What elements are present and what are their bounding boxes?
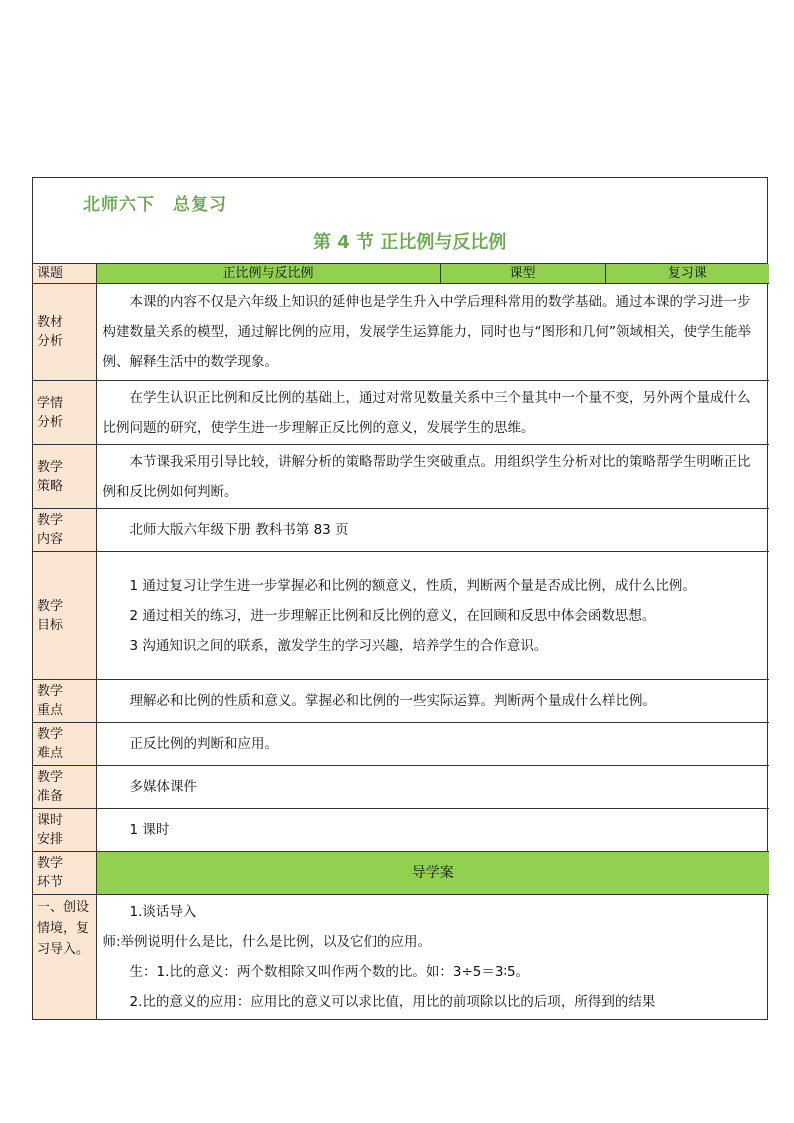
row-content: 理解必和比例的性质和意义。掌握必和比例的一些实际运算。判断两个量成什么样比例。 [96,680,769,723]
row-section-header [33,852,769,895]
objective-3: 3 沟通知识之间的联系，激发学生的学习兴趣，培养学生的合作意识。 [129,637,548,654]
document-header [33,178,767,264]
row-content: 1 课时 [96,809,769,852]
row-label: 学情 分析 [33,381,96,445]
objective-1: 1 通过复习让学生进一步掌握必和比例的额意义，性质，判断两个量是否成比例，成什么比例。 [129,577,696,594]
intro-line-4: 2.比的意义的应用：应用比的意义可以求比值，用比的前项除以比的后项，所得到的结果 [129,994,656,1010]
topic-value: 正比例与反比例 [96,264,440,284]
lesson-plan-document [32,177,768,1020]
topic-label: 课题 [33,264,96,284]
series-sub: 总复习 [173,195,227,215]
row-content: 本课的内容不仅是六年级上知识的延伸也是学生升入中学后理科常用的数学基础。通过本课的学习进一步构建数量关系的模型，通过解比例的应用，发展学生运算能力，同时也与“图形和几何”领域相关，使学生能举例、解释生活中的数学现象。 [96,284,769,381]
row-label: 教学 策略 [33,445,96,509]
row-label: 教学 环节 [33,852,96,895]
type-value: 复习课 [605,264,769,284]
row-content [96,895,769,1020]
row-objectives [33,552,769,680]
row-student-analysis [33,381,769,445]
row-label: 教学 目标 [33,552,96,680]
lesson-table [33,264,769,1019]
row-preparation [33,766,769,809]
row-label: 课时 安排 [33,809,96,852]
intro-line-2: 师:举例说明什么是比，什么是比例，以及它们的应用。 [102,934,432,950]
row-difficulties [33,723,769,766]
row-content: 在学生认识正比例和反比例的基础上，通过对常见数量关系中三个量其中一个量不变，另外两个量成什么比例问题的研究，使学生进一步理解正反比例的意义，发展学生的思维。 [96,381,769,445]
intro-line-1: 1.谈话导入 [129,904,197,920]
row-content: 多媒体课件 [96,766,769,809]
row-schedule [33,809,769,852]
row-content: 本节课我采用引导比较，讲解分析的策略帮助学生突破重点。用组织学生分析对比的策略帮学生明晰正比例和反比例如何判断。 [96,445,769,509]
row-label: 教学 难点 [33,723,96,766]
row-label: 教学 准备 [33,766,96,809]
row-label: 教学 重点 [33,680,96,723]
series-title [83,190,227,215]
type-label: 课型 [440,264,605,284]
section-title: 导学案 [96,852,769,895]
row-strategy [33,445,769,509]
intro-line-3: 生：1.比的意义：两个数相除又叫作两个数的比。如：3÷5＝3∶5。 [129,964,530,980]
row-material-analysis [33,284,769,381]
info-row [33,264,769,284]
row-intro [33,895,769,1020]
lesson-title: 第 4 节 正比例与反比例 [313,232,507,253]
series-name: 北师六下 [83,195,155,215]
row-label: 教材 分析 [33,284,96,381]
objective-2: 2 通过相关的练习，进一步理解正比例和反比例的意义，在回顾和反思中体会函数思想。 [129,607,656,624]
row-content [96,552,769,680]
row-label: 一、创设情境，复习导入。 [33,895,96,1020]
row-content: 正反比例的判断和应用。 [96,723,769,766]
row-content-scope [33,509,769,552]
row-label: 教学 内容 [33,509,96,552]
row-key-points [33,680,769,723]
row-content: 北师大版六年级下册 教科书第 83 页 [96,509,769,552]
